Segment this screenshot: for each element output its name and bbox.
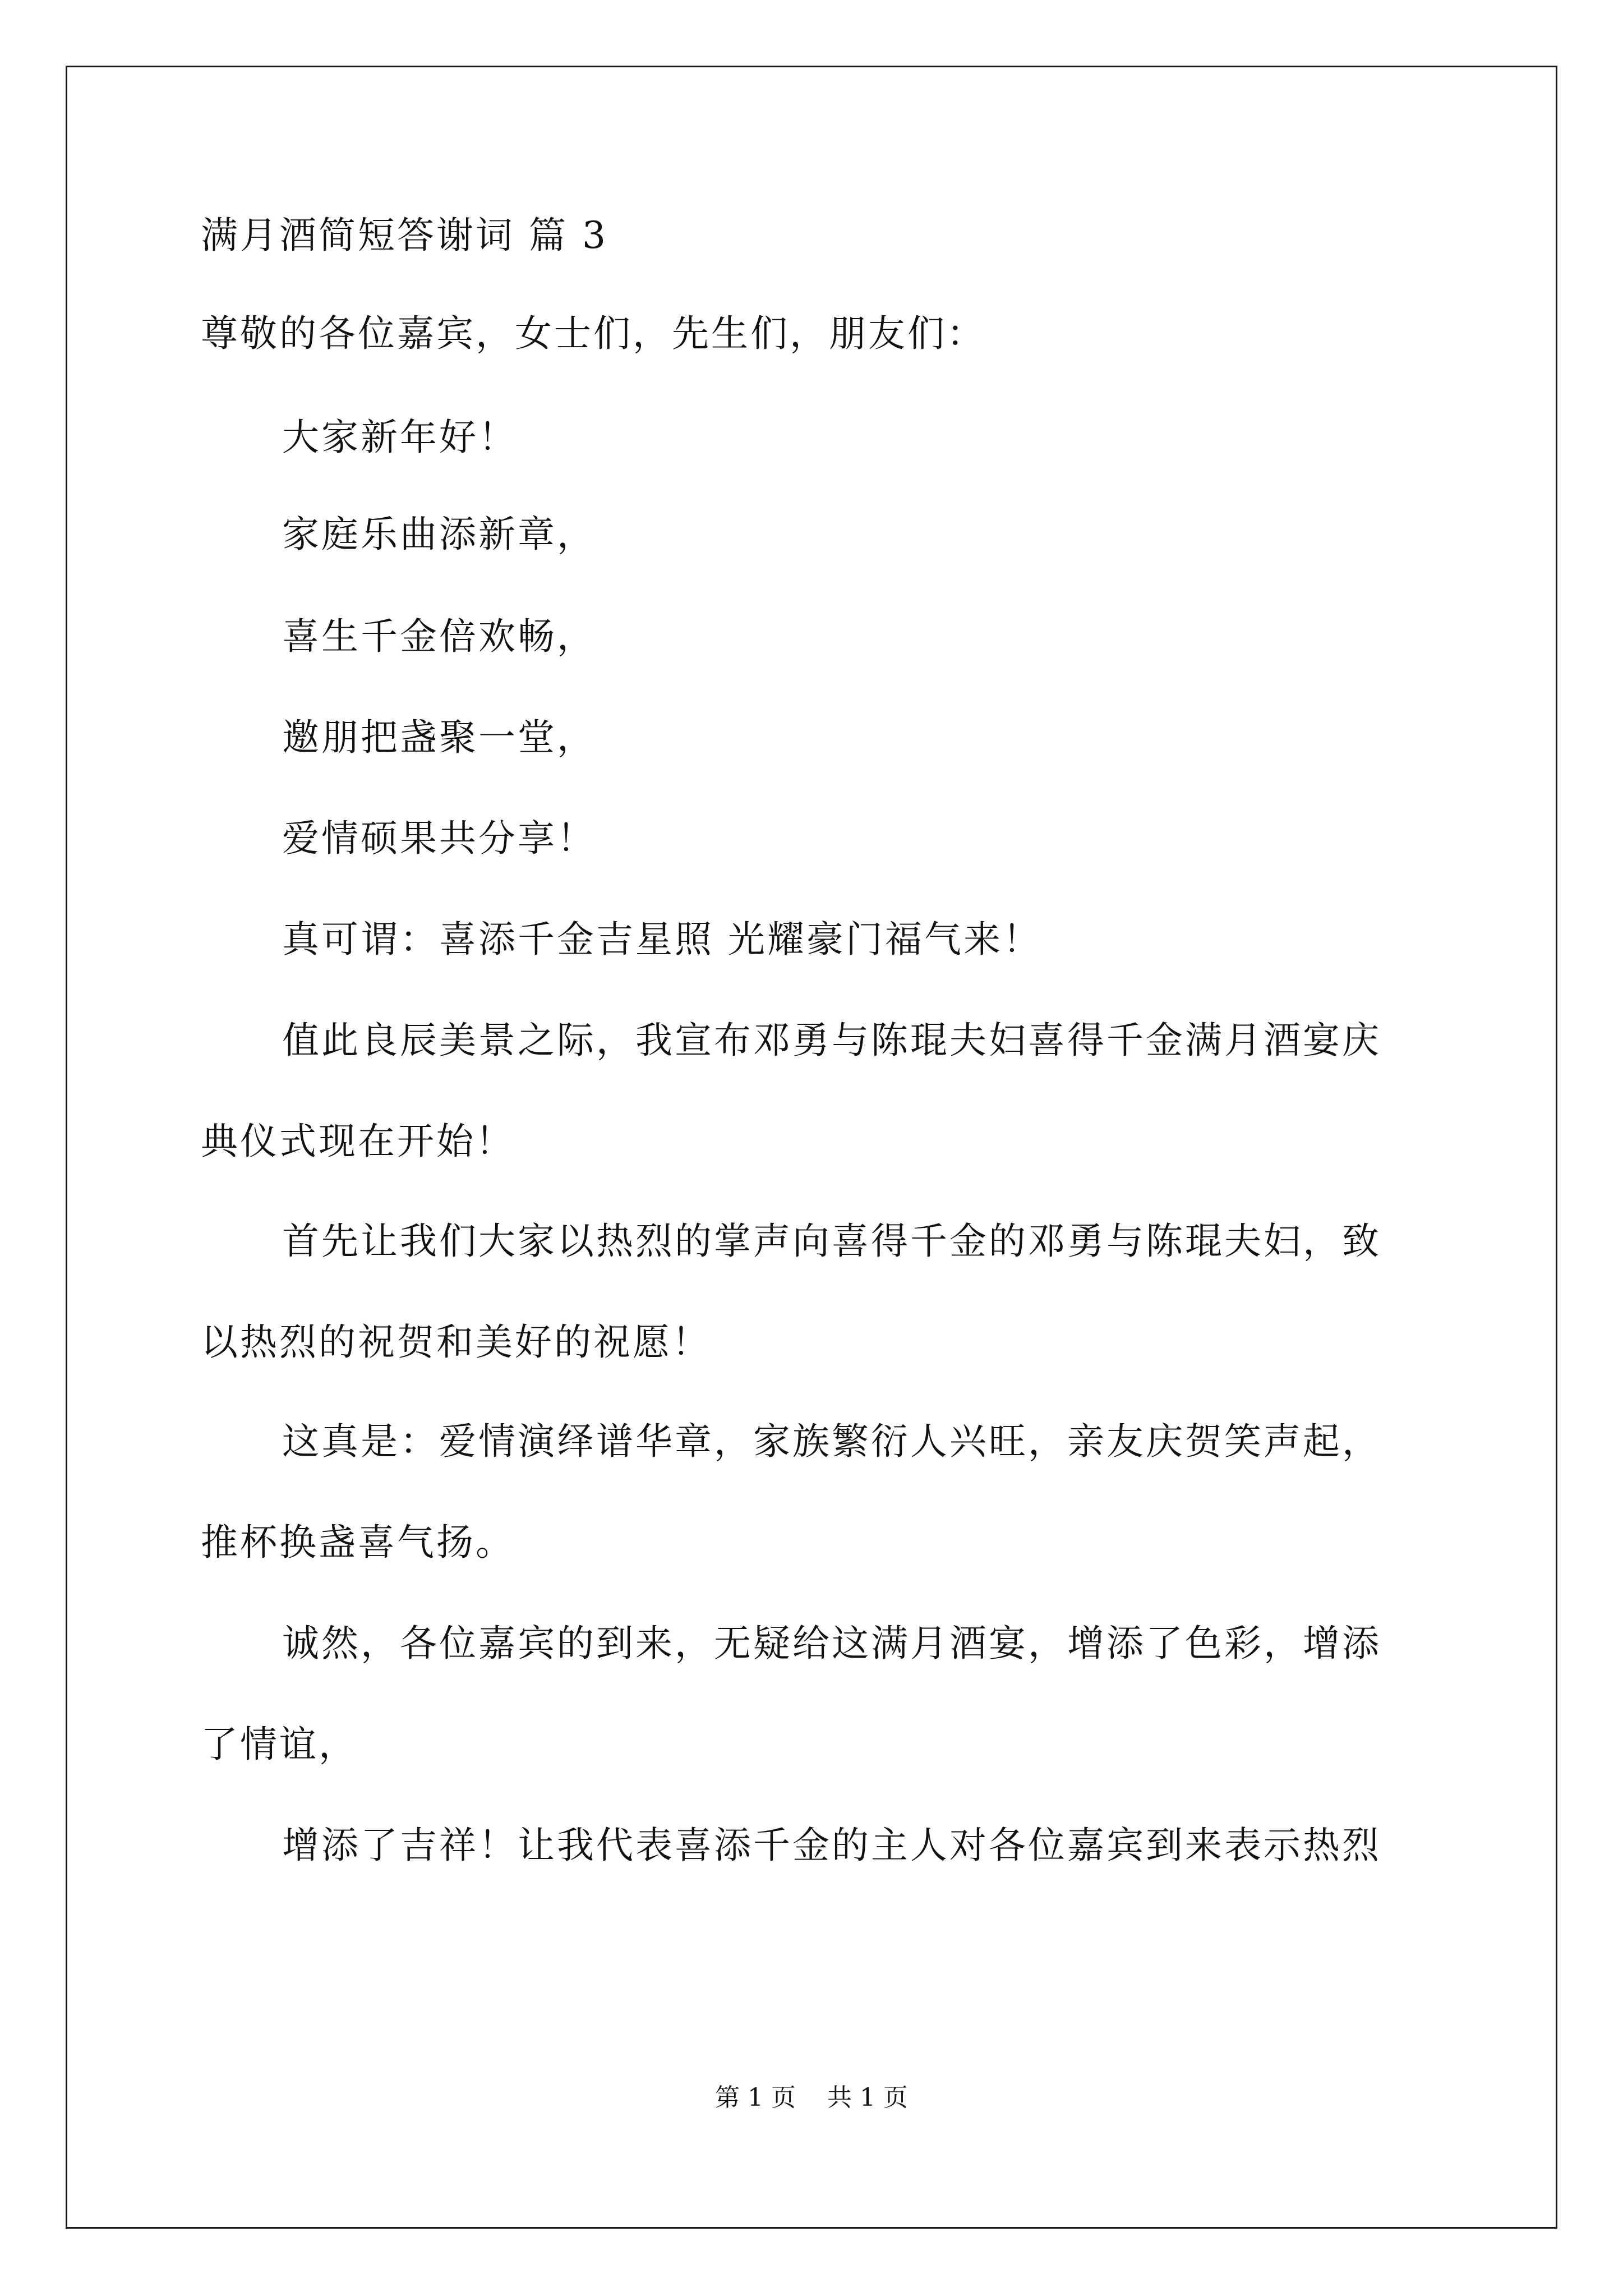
paragraph-line: 喜生千金倍欢畅，: [282, 615, 596, 658]
paragraph-line: 以热烈的祝贺和美好的祝愿！: [201, 1320, 711, 1364]
paragraph-line: 家庭乐曲添新章，: [282, 513, 596, 556]
paragraph-line: 邀朋把盏聚一堂，: [282, 716, 596, 759]
page-footer: 第 1 页 共 1 页: [715, 2083, 908, 2112]
document-title: 满月酒简短答谢词 篇 3: [201, 214, 608, 257]
paragraph-line: 值此良辰美景之际，我宣布邓勇与陈琨夫妇喜得千金满月酒宴庆: [282, 1019, 1381, 1062]
paragraph-line: 首先让我们大家以热烈的掌声向喜得千金的邓勇与陈琨夫妇，致: [282, 1220, 1381, 1263]
paragraph-line: 推杯换盏喜气扬。: [201, 1521, 515, 1564]
paragraph-line: 了情谊，: [201, 1723, 358, 1766]
paragraph-line: 诚然，各位嘉宾的到来，无疑给这满月酒宴，增添了色彩，增添: [282, 1622, 1381, 1665]
paragraph-line: 爱情硕果共分享！: [282, 817, 596, 860]
salutation: 尊敬的各位嘉宾，女士们，先生们，朋友们：: [201, 312, 986, 355]
paragraph-line: 大家新年好！: [282, 416, 518, 459]
paragraph-line: 这真是：爱情演绎谱华章，家族繁衍人兴旺，亲友庆贺笑声起，: [282, 1420, 1381, 1463]
paragraph-line: 增添了吉祥！让我代表喜添千金的主人对各位嘉宾到来表示热烈: [282, 1824, 1381, 1867]
paragraph-line: 典仪式现在开始！: [201, 1120, 515, 1163]
paragraph-line: 真可谓：喜添千金吉星照 光耀豪门福气来！: [282, 918, 1042, 961]
